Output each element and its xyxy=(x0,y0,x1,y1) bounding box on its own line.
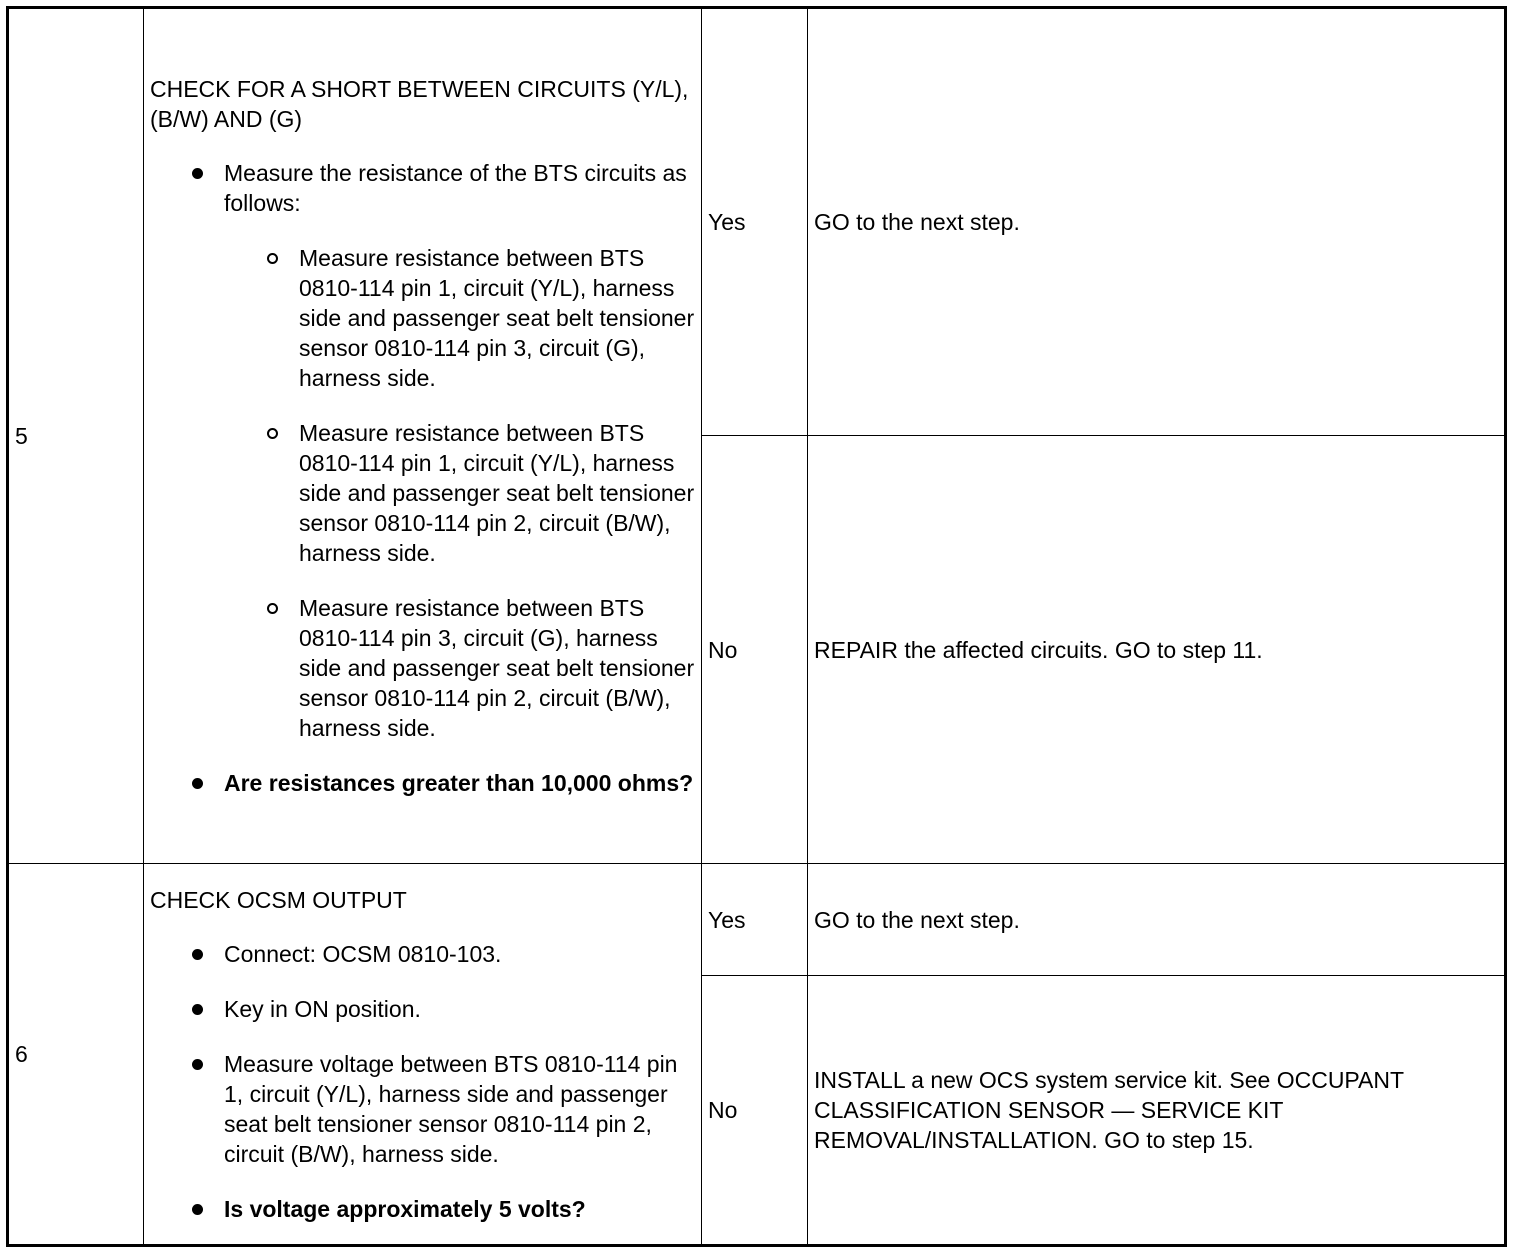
step-6-row-yes xyxy=(8,864,1506,976)
diagnostic-table xyxy=(6,6,1507,1247)
question-item: Are resistances greater than 10,000 ohms? xyxy=(224,770,694,796)
result-action-yes: GO to the next step. xyxy=(808,8,1506,436)
step-number: 6 xyxy=(8,864,144,1246)
step-5-row-yes xyxy=(8,8,1506,436)
sub-list xyxy=(224,243,695,743)
step-action xyxy=(144,864,702,1246)
result-action-no: INSTALL a new OCS system service kit. See OCCUPANT CLASSIFICATION SENSOR — SERVICE KIT REMOVAL/INSTALLATION. GO to step 15. xyxy=(808,976,1506,1246)
result-label-yes: Yes xyxy=(702,864,808,976)
action-list xyxy=(150,158,695,798)
list-item: Connect: OCSM 0810-103. xyxy=(224,939,695,969)
sub-list-item: Measure resistance between BTS 0810-114 pin 3, circuit (G), harness side and passenger seat belt tensioner sensor 0810-114 pin 2, circuit (B/W), harness side. xyxy=(299,595,695,741)
step-number: 5 xyxy=(8,8,144,864)
step-heading: CHECK FOR A SHORT BETWEEN CIRCUITS (Y/L), (B/W) AND (G) xyxy=(150,76,689,132)
step-action xyxy=(144,8,702,864)
list-item: Measure voltage between BTS 0810-114 pin 1, circuit (Y/L), harness side and passenger seat belt tensioner sensor 0810-114 pin 2, circuit (B/W), harness side. xyxy=(224,1049,695,1169)
result-action-yes: GO to the next step. xyxy=(808,864,1506,976)
result-label-yes: Yes xyxy=(702,8,808,436)
sub-list-item: Measure resistance between BTS 0810-114 pin 1, circuit (Y/L), harness side and passenger seat belt tensioner sensor 0810-114 pin 3, circuit (G), harness side. xyxy=(299,245,695,391)
result-label-no: No xyxy=(702,436,808,864)
result-action-no: REPAIR the affected circuits. GO to step 11. xyxy=(808,436,1506,864)
sub-list-item: Measure resistance between BTS 0810-114 pin 1, circuit (Y/L), harness side and passenger seat belt tensioner sensor 0810-114 pin 2, circuit (B/W), harness side. xyxy=(299,420,695,566)
list-item: Key in ON position. xyxy=(224,994,695,1024)
list-item xyxy=(224,158,695,743)
action-list xyxy=(150,939,695,1224)
result-label-no: No xyxy=(702,976,808,1246)
question-item: Is voltage approximately 5 volts? xyxy=(224,1194,695,1224)
step-heading: CHECK OCSM OUTPUT xyxy=(150,886,407,913)
list-item-text: Measure the resistance of the BTS circuits as follows: xyxy=(224,160,687,216)
